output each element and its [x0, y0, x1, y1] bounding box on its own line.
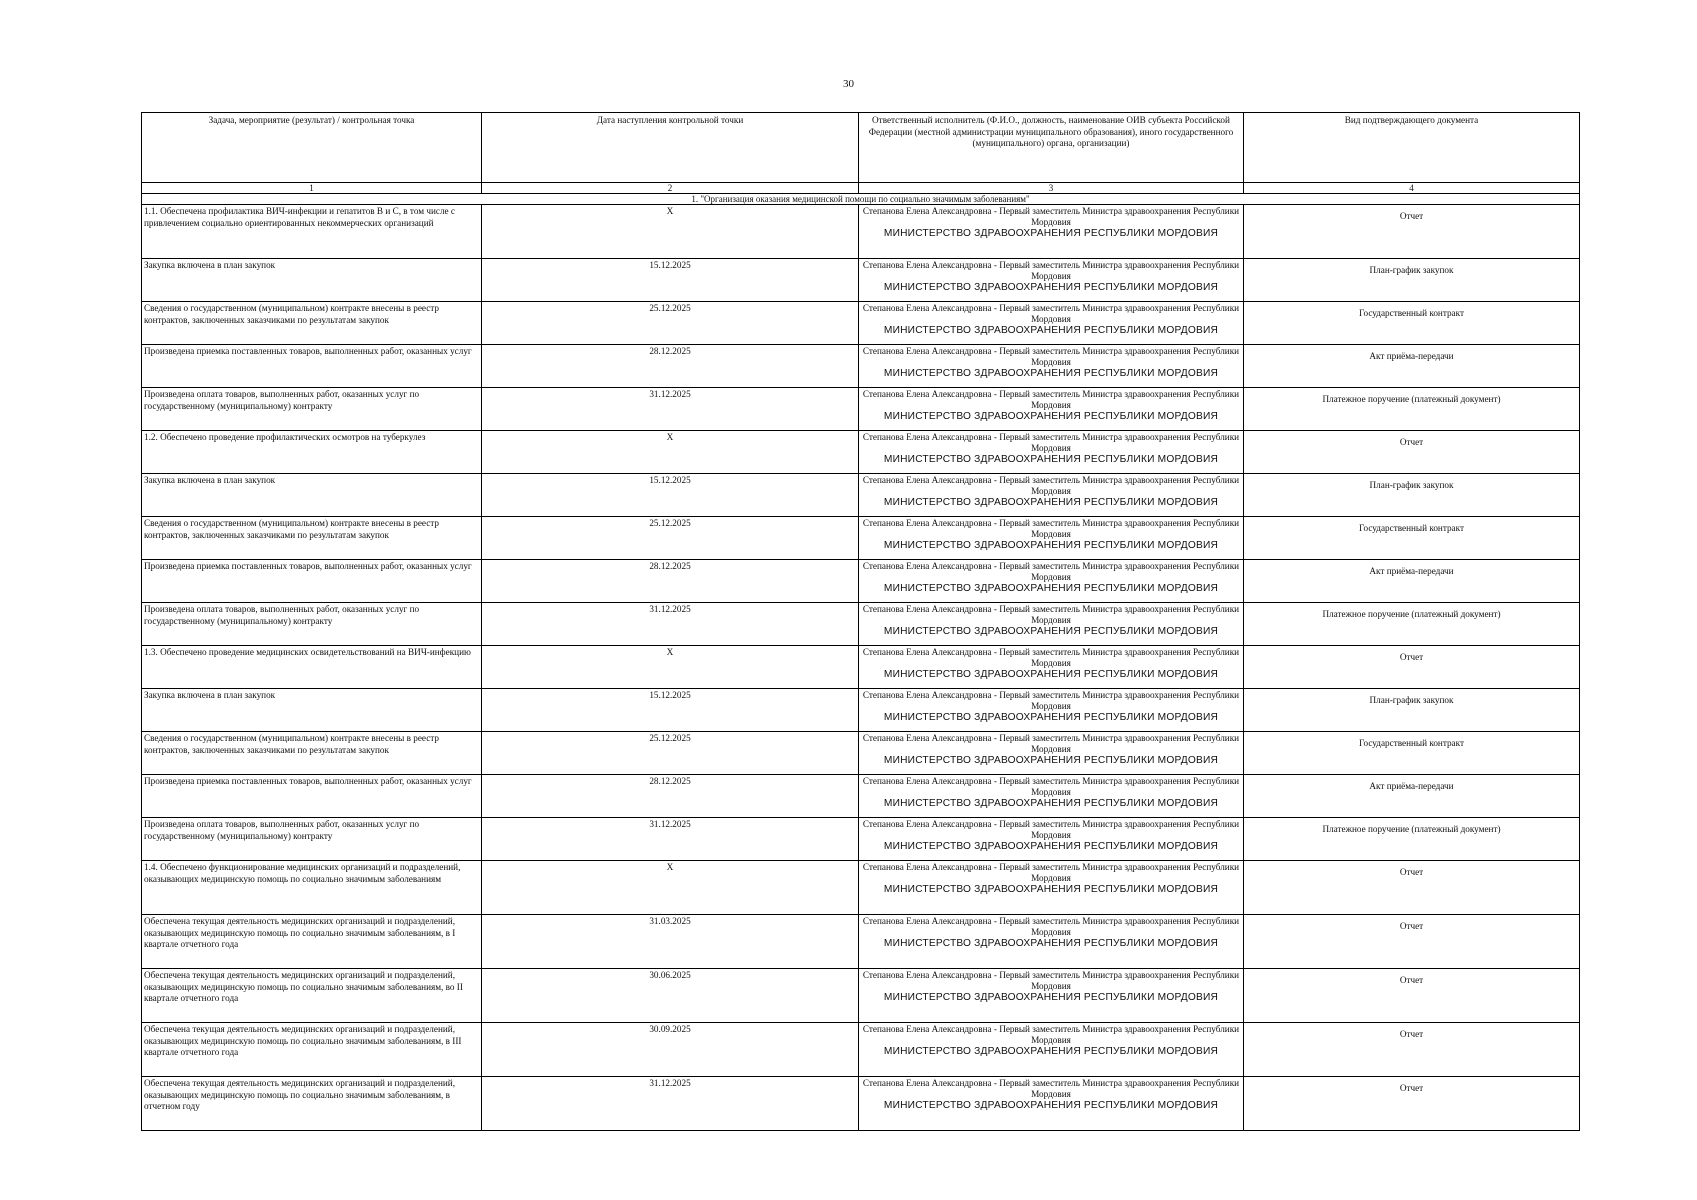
- executor-cell: [859, 775, 1244, 818]
- table-row: [142, 646, 1580, 689]
- date-cell: 15.12.2025: [482, 474, 859, 517]
- document-cell: Отчет: [1244, 1077, 1580, 1131]
- table-row: [142, 689, 1580, 732]
- task-cell: Обеспечена текущая деятельность медицинских организаций и подразделений, оказывающих медицинскую помощь по социально значимым заболеваниям, во II квартале отчетного года: [142, 969, 482, 1023]
- date-cell: 31.03.2025: [482, 915, 859, 969]
- section-row: [142, 194, 1580, 205]
- task-cell: 1.1. Обеспечена профилактика ВИЧ-инфекции и гепатитов В и С, в том числе с привлечением социально ориентированных некоммерческих организаций: [142, 205, 482, 259]
- executor-name: Степанова Елена Александровна - Первый заместитель Министра здравоохранения Республики Мордовия: [862, 561, 1240, 582]
- date-cell: 25.12.2025: [482, 517, 859, 560]
- executor-cell: [859, 861, 1244, 915]
- executor-name: Степанова Елена Александровна - Первый заместитель Министра здравоохранения Республики Мордовия: [862, 862, 1240, 883]
- task-cell: Обеспечена текущая деятельность медицинских организаций и подразделений, оказывающих медицинскую помощь по социально значимым заболеваниям, в отчетном году: [142, 1077, 482, 1131]
- page-number: 30: [843, 78, 854, 90]
- table-row: [142, 388, 1580, 431]
- section-title: 1. "Организация оказания медицинской помощи по социально значимым заболеваниям": [142, 194, 1580, 205]
- task-cell: Обеспечена текущая деятельность медицинских организаций и подразделений, оказывающих медицинскую помощь по социально значимым заболеваниям, в I квартале отчетного года: [142, 915, 482, 969]
- executor-cell: [859, 474, 1244, 517]
- executor-ministry: МИНИСТЕРСТВО ЗДРАВООХРАНЕНИЯ РЕСПУБЛИКИ МОРДОВИЯ: [883, 228, 1219, 240]
- task-cell: Произведена оплата товаров, выполненных работ, оказанных услуг по государственному (муниципальному) контракту: [142, 603, 482, 646]
- table-header: [142, 113, 1580, 205]
- document-cell: Платежное поручение (платежный документ): [1244, 818, 1580, 861]
- task-cell: Произведена оплата товаров, выполненных работ, оказанных услуг по государственному (муниципальному) контракту: [142, 818, 482, 861]
- table-row: [142, 560, 1580, 603]
- executor-ministry: МИНИСТЕРСТВО ЗДРАВООХРАНЕНИЯ РЕСПУБЛИКИ МОРДОВИЯ: [883, 669, 1219, 681]
- table-row: [142, 1077, 1580, 1131]
- document-cell: Платежное поручение (платежный документ): [1244, 388, 1580, 431]
- executor-ministry: МИНИСТЕРСТВО ЗДРАВООХРАНЕНИЯ РЕСПУБЛИКИ МОРДОВИЯ: [883, 583, 1219, 595]
- executor-cell: [859, 818, 1244, 861]
- date-cell: X: [482, 431, 859, 474]
- table-body: [142, 205, 1580, 1131]
- executor-ministry: МИНИСТЕРСТВО ЗДРАВООХРАНЕНИЯ РЕСПУБЛИКИ МОРДОВИЯ: [883, 798, 1219, 810]
- executor-ministry: МИНИСТЕРСТВО ЗДРАВООХРАНЕНИЯ РЕСПУБЛИКИ МОРДОВИЯ: [883, 325, 1219, 337]
- control-points-table: [141, 112, 1580, 1131]
- table-row: [142, 1023, 1580, 1077]
- executor-name: Степанова Елена Александровна - Первый заместитель Министра здравоохранения Республики Мордовия: [862, 346, 1240, 367]
- document-cell: План-график закупок: [1244, 474, 1580, 517]
- executor-ministry: МИНИСТЕРСТВО ЗДРАВООХРАНЕНИЯ РЕСПУБЛИКИ МОРДОВИЯ: [883, 1046, 1219, 1058]
- table-row: [142, 474, 1580, 517]
- executor-name: Степанова Елена Александровна - Первый заместитель Министра здравоохранения Республики Мордовия: [862, 604, 1240, 625]
- executor-name: Степанова Елена Александровна - Первый заместитель Министра здравоохранения Республики Мордовия: [862, 518, 1240, 539]
- table-row: [142, 969, 1580, 1023]
- header-task: Задача, мероприятие (результат) / контрольная точка: [142, 113, 482, 183]
- task-cell: 1.4. Обеспечено функционирование медицинских организаций и подразделений, оказывающих медицинскую помощь по социально значимым заболеваниям: [142, 861, 482, 915]
- document-cell: Акт приёма-передачи: [1244, 560, 1580, 603]
- executor-ministry: МИНИСТЕРСТВО ЗДРАВООХРАНЕНИЯ РЕСПУБЛИКИ МОРДОВИЯ: [883, 992, 1219, 1004]
- executor-ministry: МИНИСТЕРСТВО ЗДРАВООХРАНЕНИЯ РЕСПУБЛИКИ МОРДОВИЯ: [883, 755, 1219, 767]
- task-cell: Закупка включена в план закупок: [142, 689, 482, 732]
- executor-name: Степанова Елена Александровна - Первый заместитель Министра здравоохранения Республики Мордовия: [862, 647, 1240, 668]
- task-cell: Сведения о государственном (муниципальном) контракте внесены в реестр контрактов, заключенных заказчиками по результатам закупок: [142, 302, 482, 345]
- executor-name: Степанова Елена Александровна - Первый заместитель Министра здравоохранения Республики Мордовия: [862, 916, 1240, 937]
- date-cell: 15.12.2025: [482, 259, 859, 302]
- executor-ministry: МИНИСТЕРСТВО ЗДРАВООХРАНЕНИЯ РЕСПУБЛИКИ МОРДОВИЯ: [883, 712, 1219, 724]
- date-cell: 28.12.2025: [482, 345, 859, 388]
- task-cell: Закупка включена в план закупок: [142, 474, 482, 517]
- document-cell: Отчет: [1244, 861, 1580, 915]
- executor-cell: [859, 259, 1244, 302]
- header-document: Вид подтверждающего документа: [1244, 113, 1580, 183]
- table-row: [142, 775, 1580, 818]
- executor-cell: [859, 915, 1244, 969]
- executor-cell: [859, 1077, 1244, 1131]
- document-cell: План-график закупок: [1244, 259, 1580, 302]
- date-cell: 31.12.2025: [482, 818, 859, 861]
- document-cell: Государственный контракт: [1244, 302, 1580, 345]
- executor-name: Степанова Елена Александровна - Первый заместитель Министра здравоохранения Республики Мордовия: [862, 819, 1240, 840]
- task-cell: 1.2. Обеспечено проведение профилактических осмотров на туберкулез: [142, 431, 482, 474]
- date-cell: 31.12.2025: [482, 603, 859, 646]
- task-cell: Произведена приемка поставленных товаров, выполненных работ, оказанных услуг: [142, 560, 482, 603]
- date-cell: 30.06.2025: [482, 969, 859, 1023]
- executor-name: Степанова Елена Александровна - Первый заместитель Министра здравоохранения Республики Мордовия: [862, 776, 1240, 797]
- executor-ministry: МИНИСТЕРСТВО ЗДРАВООХРАНЕНИЯ РЕСПУБЛИКИ МОРДОВИЯ: [883, 884, 1219, 896]
- column-number: 3: [859, 183, 1244, 194]
- executor-name: Степанова Елена Александровна - Первый заместитель Министра здравоохранения Республики Мордовия: [862, 1024, 1240, 1045]
- executor-name: Степанова Елена Александровна - Первый заместитель Министра здравоохранения Республики Мордовия: [862, 690, 1240, 711]
- header-executor: Ответственный исполнитель (Ф.И.О., должность, наименование ОИВ субъекта Российской Федерации (местной администрации муниципального образования), иного государственного (муниципального) органа, организации): [859, 113, 1244, 183]
- header-date: Дата наступления контрольной точки: [482, 113, 859, 183]
- document-cell: Платежное поручение (платежный документ): [1244, 603, 1580, 646]
- executor-name: Степанова Елена Александровна - Первый заместитель Министра здравоохранения Республики Мордовия: [862, 389, 1240, 410]
- column-number: 1: [142, 183, 482, 194]
- table-row: [142, 517, 1580, 560]
- column-number: 2: [482, 183, 859, 194]
- executor-name: Степанова Елена Александровна - Первый заместитель Министра здравоохранения Республики Мордовия: [862, 303, 1240, 324]
- document-cell: План-график закупок: [1244, 689, 1580, 732]
- executor-ministry: МИНИСТЕРСТВО ЗДРАВООХРАНЕНИЯ РЕСПУБЛИКИ МОРДОВИЯ: [883, 497, 1219, 509]
- document-cell: Государственный контракт: [1244, 732, 1580, 775]
- executor-cell: [859, 345, 1244, 388]
- executor-cell: [859, 689, 1244, 732]
- task-cell: Закупка включена в план закупок: [142, 259, 482, 302]
- executor-cell: [859, 969, 1244, 1023]
- executor-ministry: МИНИСТЕРСТВО ЗДРАВООХРАНЕНИЯ РЕСПУБЛИКИ МОРДОВИЯ: [883, 540, 1219, 552]
- document-cell: Отчет: [1244, 1023, 1580, 1077]
- table-row: [142, 259, 1580, 302]
- executor-name: Степанова Елена Александровна - Первый заместитель Министра здравоохранения Республики Мордовия: [862, 260, 1240, 281]
- executor-name: Степанова Елена Александровна - Первый заместитель Министра здравоохранения Республики Мордовия: [862, 206, 1240, 227]
- document-cell: Отчет: [1244, 431, 1580, 474]
- table-row: [142, 818, 1580, 861]
- executor-ministry: МИНИСТЕРСТВО ЗДРАВООХРАНЕНИЯ РЕСПУБЛИКИ МОРДОВИЯ: [883, 626, 1219, 638]
- executor-cell: [859, 205, 1244, 259]
- date-cell: 15.12.2025: [482, 689, 859, 732]
- table-row: [142, 603, 1580, 646]
- task-cell: Произведена приемка поставленных товаров, выполненных работ, оказанных услуг: [142, 345, 482, 388]
- table-row: [142, 915, 1580, 969]
- executor-name: Степанова Елена Александровна - Первый заместитель Министра здравоохранения Республики Мордовия: [862, 475, 1240, 496]
- table-row: [142, 861, 1580, 915]
- document-cell: Отчет: [1244, 205, 1580, 259]
- executor-cell: [859, 560, 1244, 603]
- executor-ministry: МИНИСТЕРСТВО ЗДРАВООХРАНЕНИЯ РЕСПУБЛИКИ МОРДОВИЯ: [883, 282, 1219, 294]
- executor-ministry: МИНИСТЕРСТВО ЗДРАВООХРАНЕНИЯ РЕСПУБЛИКИ МОРДОВИЯ: [883, 938, 1219, 950]
- executor-cell: [859, 603, 1244, 646]
- table-row: [142, 732, 1580, 775]
- task-cell: Сведения о государственном (муниципальном) контракте внесены в реестр контрактов, заключенных заказчиками по результатам закупок: [142, 732, 482, 775]
- column-numbers-row: [142, 183, 1580, 194]
- executor-cell: [859, 732, 1244, 775]
- table-row: [142, 345, 1580, 388]
- date-cell: 31.12.2025: [482, 1077, 859, 1131]
- task-cell: Произведена оплата товаров, выполненных работ, оказанных услуг по государственному (муниципальному) контракту: [142, 388, 482, 431]
- table-row: [142, 205, 1580, 259]
- document-cell: Отчет: [1244, 915, 1580, 969]
- executor-name: Степанова Елена Александровна - Первый заместитель Министра здравоохранения Республики Мордовия: [862, 432, 1240, 453]
- executor-ministry: МИНИСТЕРСТВО ЗДРАВООХРАНЕНИЯ РЕСПУБЛИКИ МОРДОВИЯ: [883, 1100, 1219, 1112]
- executor-name: Степанова Елена Александровна - Первый заместитель Министра здравоохранения Республики Мордовия: [862, 733, 1240, 754]
- executor-cell: [859, 1023, 1244, 1077]
- document-cell: Государственный контракт: [1244, 517, 1580, 560]
- executor-cell: [859, 517, 1244, 560]
- task-cell: Обеспечена текущая деятельность медицинских организаций и подразделений, оказывающих медицинскую помощь по социально значимым заболеваниям, в III квартале отчетного года: [142, 1023, 482, 1077]
- executor-name: Степанова Елена Александровна - Первый заместитель Министра здравоохранения Республики Мордовия: [862, 1078, 1240, 1099]
- date-cell: 30.09.2025: [482, 1023, 859, 1077]
- document-cell: Акт приёма-передачи: [1244, 775, 1580, 818]
- executor-cell: [859, 431, 1244, 474]
- table-row: [142, 431, 1580, 474]
- executor-cell: [859, 388, 1244, 431]
- executor-cell: [859, 302, 1244, 345]
- executor-ministry: МИНИСТЕРСТВО ЗДРАВООХРАНЕНИЯ РЕСПУБЛИКИ МОРДОВИЯ: [883, 411, 1219, 423]
- date-cell: X: [482, 646, 859, 689]
- task-cell: Произведена приемка поставленных товаров, выполненных работ, оказанных услуг: [142, 775, 482, 818]
- executor-name: Степанова Елена Александровна - Первый заместитель Министра здравоохранения Республики Мордовия: [862, 970, 1240, 991]
- date-cell: 28.12.2025: [482, 775, 859, 818]
- task-cell: 1.3. Обеспечено проведение медицинских освидетельствований на ВИЧ-инфекцию: [142, 646, 482, 689]
- document-cell: Отчет: [1244, 646, 1580, 689]
- date-cell: 25.12.2025: [482, 732, 859, 775]
- date-cell: X: [482, 205, 859, 259]
- executor-ministry: МИНИСТЕРСТВО ЗДРАВООХРАНЕНИЯ РЕСПУБЛИКИ МОРДОВИЯ: [883, 454, 1219, 466]
- executor-ministry: МИНИСТЕРСТВО ЗДРАВООХРАНЕНИЯ РЕСПУБЛИКИ МОРДОВИЯ: [883, 841, 1219, 853]
- date-cell: X: [482, 861, 859, 915]
- executor-ministry: МИНИСТЕРСТВО ЗДРАВООХРАНЕНИЯ РЕСПУБЛИКИ МОРДОВИЯ: [883, 368, 1219, 380]
- table-row: [142, 302, 1580, 345]
- task-cell: Сведения о государственном (муниципальном) контракте внесены в реестр контрактов, заключенных заказчиками по результатам закупок: [142, 517, 482, 560]
- document-cell: Отчет: [1244, 969, 1580, 1023]
- date-cell: 28.12.2025: [482, 560, 859, 603]
- executor-cell: [859, 646, 1244, 689]
- document-cell: Акт приёма-передачи: [1244, 345, 1580, 388]
- column-number: 4: [1244, 183, 1580, 194]
- date-cell: 25.12.2025: [482, 302, 859, 345]
- date-cell: 31.12.2025: [482, 388, 859, 431]
